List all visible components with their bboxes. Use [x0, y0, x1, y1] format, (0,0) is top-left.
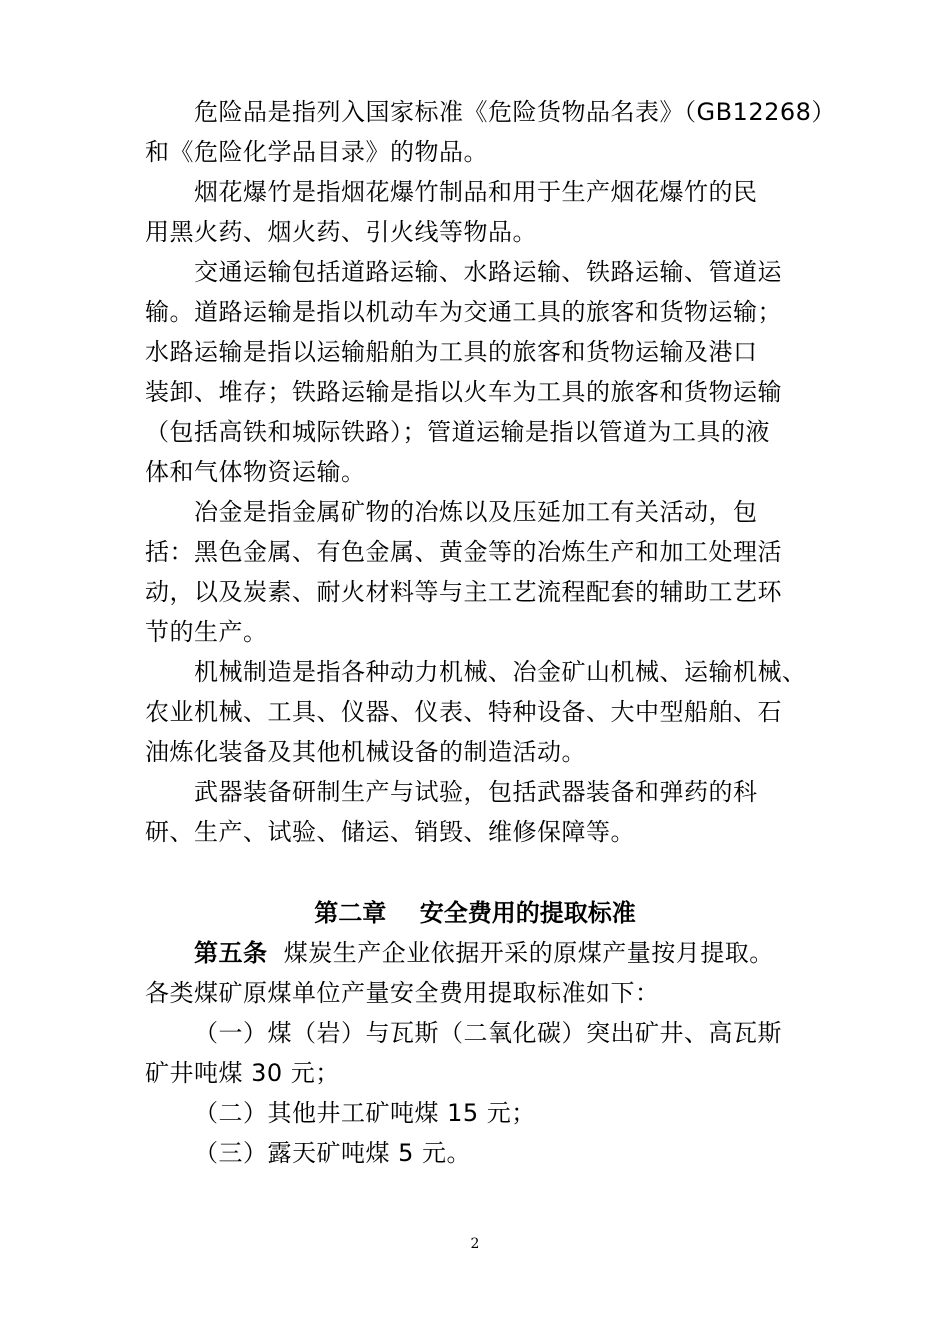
paragraph-transport-line-1: 交通运输包括道路运输、水路运输、铁路运输、管道运: [194, 258, 782, 286]
paragraph-metallurgy-line-3: 动，以及炭素、耐火材料等与主工艺流程配套的辅助工艺环: [145, 578, 782, 606]
paragraph-fireworks-line-2: 用黑火药、烟火药、引火线等物品。: [145, 218, 537, 246]
paragraph-transport-line-6: 体和气体物资运输。: [145, 458, 366, 486]
paragraph-weapons-line-2: 研、生产、试验、储运、销毁、维修保障等。: [145, 818, 635, 846]
article5-item-3: （三）露天矿吨煤 5 元。: [194, 1139, 472, 1167]
paragraph-transport-line-4: 装卸、堆存；铁路运输是指以火车为工具的旅客和货物运输: [145, 378, 782, 406]
paragraph-metallurgy-line-2: 括：黑色金属、有色金属、黄金等的冶炼生产和加工处理活: [145, 538, 782, 566]
paragraph-dangerous-goods-line-1: 危险品是指列入国家标准《危险货物品名表》（GB12268）: [194, 98, 836, 126]
paragraph-machinery-line-3: 油炼化装备及其他机械设备的制造活动。: [145, 738, 586, 766]
paragraph-dangerous-goods-line-2: 和《危险化学品目录》的物品。: [145, 138, 488, 166]
article5-line-1-text: 煤炭生产企业依据开采的原煤产量按月提取。: [267, 939, 774, 967]
page-number: 2: [470, 1236, 480, 1252]
paragraph-metallurgy-line-1: 冶金是指金属矿物的冶炼以及压延加工有关活动，包: [194, 498, 758, 526]
paragraph-machinery-line-2: 农业机械、工具、仪器、仪表、特种设备、大中型船舶、石: [145, 698, 782, 726]
paragraph-transport-line-5: （包括高铁和城际铁路）；管道运输是指以管道为工具的液: [145, 418, 770, 446]
article5-label: 第五条: [194, 939, 268, 967]
chapter-heading: 第二章 安全费用的提取标准: [314, 899, 636, 927]
paragraph-transport-line-3: 水路运输是指以运输船舶为工具的旅客和货物运输及港口: [145, 338, 758, 366]
paragraph-machinery-line-1: 机械制造是指各种动力机械、冶金矿山机械、运输机械、: [194, 658, 807, 686]
article5-item-1-line-2: 矿井吨煤 30 元；: [145, 1059, 340, 1087]
paragraph-metallurgy-line-4: 节的生产。: [145, 618, 268, 646]
article5-line-2: 各类煤矿原煤单位产量安全费用提取标准如下：: [145, 979, 660, 1007]
paragraph-transport-line-2: 输。道路运输是指以机动车为交通工具的旅客和货物运输；: [145, 298, 782, 326]
article5-item-2: （二）其他井工矿吨煤 15 元；: [194, 1099, 536, 1127]
paragraph-fireworks-line-1: 烟花爆竹是指烟花爆竹制品和用于生产烟花爆竹的民: [194, 178, 758, 206]
article5-item-1-line-1: （一）煤（岩）与瓦斯（二氧化碳）突出矿井、高瓦斯: [194, 1019, 782, 1047]
paragraph-weapons-line-1: 武器装备研制生产与试验，包括武器装备和弹药的科: [194, 778, 758, 806]
article5-line-1: [194, 933, 774, 973]
